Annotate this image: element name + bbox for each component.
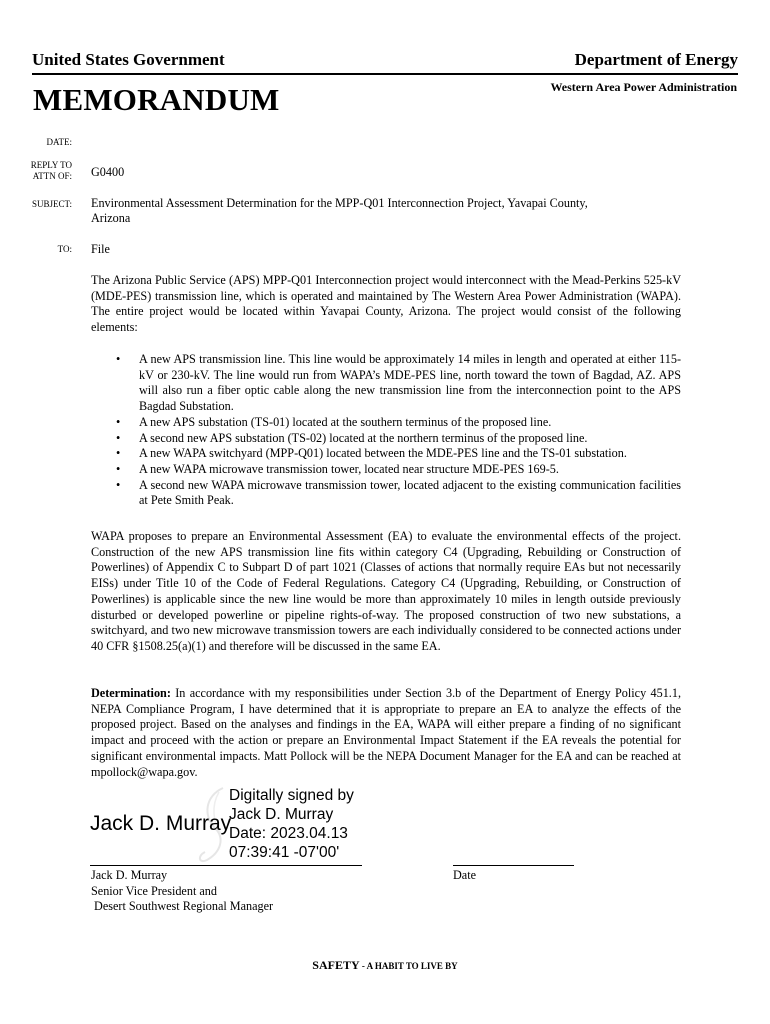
date-line [453, 865, 574, 866]
list-item: • A new WAPA switchyard (MPP-Q01) located between the MDE-PES line and the TS-01 substation. [116, 446, 627, 461]
footer-slogan [0, 958, 770, 973]
bullet-icon: • [116, 430, 121, 445]
memo-title: MEMORANDUM [33, 82, 280, 117]
digital-signature-line-4: 07:39:41 -07'00' [229, 844, 340, 861]
reply-to-label-line2: ATTN OF: [32, 171, 72, 181]
signer-name: Jack D. Murray [91, 868, 168, 882]
list-item: • A new WAPA microwave transmission tower, located near structure MDE-PES 169-5. [116, 461, 559, 476]
reply-to-label-line1: REPLY TO [30, 160, 72, 170]
reply-to-value: G0400 [91, 165, 125, 179]
intro-paragraph: The Arizona Public Service (APS) MPP-Q01 Interconnection project would interconnect with the Mead-Perkins 525-kV (MDE-PES) transmission line, which is operated and maintained by The Western Area Power Administration (WAPA). The entire project would be located within Yavapai County, Arizona. The project would consist of the following elements: [91, 273, 681, 335]
reply-to-label [0, 160, 72, 182]
department-heading: Department of Energy [574, 50, 738, 69]
date-label-under-line: Date [453, 868, 477, 882]
signature-name: Jack D. Murray [90, 812, 232, 835]
proposal-paragraph: WAPA proposes to prepare an Environmental Assessment (EA) to evaluate the environmental effects of the project. Construction of the new APS transmission line fits within category C4 (Upgrading, Rebuilding or Construction of Powerlines) of Appendix C to Subpart D of part 1021 (Classes of actions that normally require EAs but not necessarily EISs) under Title 10 of the Code of Federal Regulations. Category C4 (Upgrading, Rebuilding, or Construction of Powerlines) is applicable since the new line would be more than approximately 10 miles in length outside previously disturbed or developed powerline or pipeline rights-of-way. The proposed construction of two new substations, a switchyard, and two new microwave transmission towers are each individually considered to be connected actions under 40 CFR §1508.25(a)(1) and therefore will be discussed in the same EA. [91, 529, 681, 653]
determination-text: In accordance with my responsibilities under Section 3.b of the Department of Energy Policy 451.1, NEPA Compliance Program, I have determined that it is appropriate to prepare an EA to analyze the effects of the proposed project. Based on the analyses and findings in the EA, WAPA will either prepare a finding of no significant impact and proceed with the action or prepare an Environmental Impact Statement if the EA reveals the potential for significant environmental impacts. Matt Pollock will be the NEPA Document Manager for the EA and can be reached at mpollock@wapa.gov. [91, 686, 681, 779]
to-label: TO: [57, 244, 72, 254]
digital-signature-block [229, 786, 354, 862]
signer-block [91, 868, 273, 915]
determination-paragraph [91, 686, 681, 780]
to-value: File [91, 242, 110, 256]
signer-title-2: Desert Southwest Regional Manager [91, 899, 274, 914]
footer-tagline: - A HABIT TO LIVE BY [359, 961, 458, 971]
digital-signature-line-3: Date: 2023.04.13 [229, 825, 348, 842]
subject-line-1: Environmental Assessment Determination for the MPP-Q01 Interconnection Project, Yavapai County, [91, 196, 588, 210]
footer-safety: SAFETY [312, 958, 360, 972]
agency-name: Western Area Power Administration [550, 80, 737, 94]
bullet-icon: • [116, 352, 121, 366]
digital-signature-line-1: Digitally signed by [229, 787, 354, 804]
government-heading: United States Government [32, 50, 225, 69]
digital-signature-line-2: Jack D. Murray [229, 806, 334, 823]
determination-label: Determination: [91, 686, 171, 700]
signer-title-1: Senior Vice President and [91, 883, 217, 898]
bullet-icon: • [116, 446, 121, 461]
bullet-icon: • [116, 414, 121, 429]
list-item: • A second new APS substation (TS-02) located at the northern terminus of the proposed line. [116, 430, 588, 445]
signature-line [90, 865, 362, 866]
subject-value [91, 196, 588, 226]
project-elements-list [91, 352, 681, 509]
date-label: DATE: [46, 137, 72, 147]
header-divider [32, 73, 738, 75]
bullet-icon: • [116, 477, 121, 492]
list-item: • A second new WAPA microwave transmission tower, located adjacent to the existing communication facilities at Pete Smith Peak. [116, 477, 681, 508]
list-item: • A new APS transmission line. This line would be approximately 14 miles in length and operated at either 115-kV or 230-kV. The line would run from WAPA’s MDE-PES line, north toward the town of Bagdad, AZ. APS will also run a fiber optic cable along the new transmission line from the interconnection point to the APS Bagdad Substation. [116, 352, 681, 414]
subject-label: SUBJECT: [31, 199, 72, 209]
subject-line-2: Arizona [91, 211, 131, 225]
bullet-icon: • [116, 461, 121, 476]
list-item: • A new APS substation (TS-01) located at the southern terminus of the proposed line. [116, 414, 552, 429]
